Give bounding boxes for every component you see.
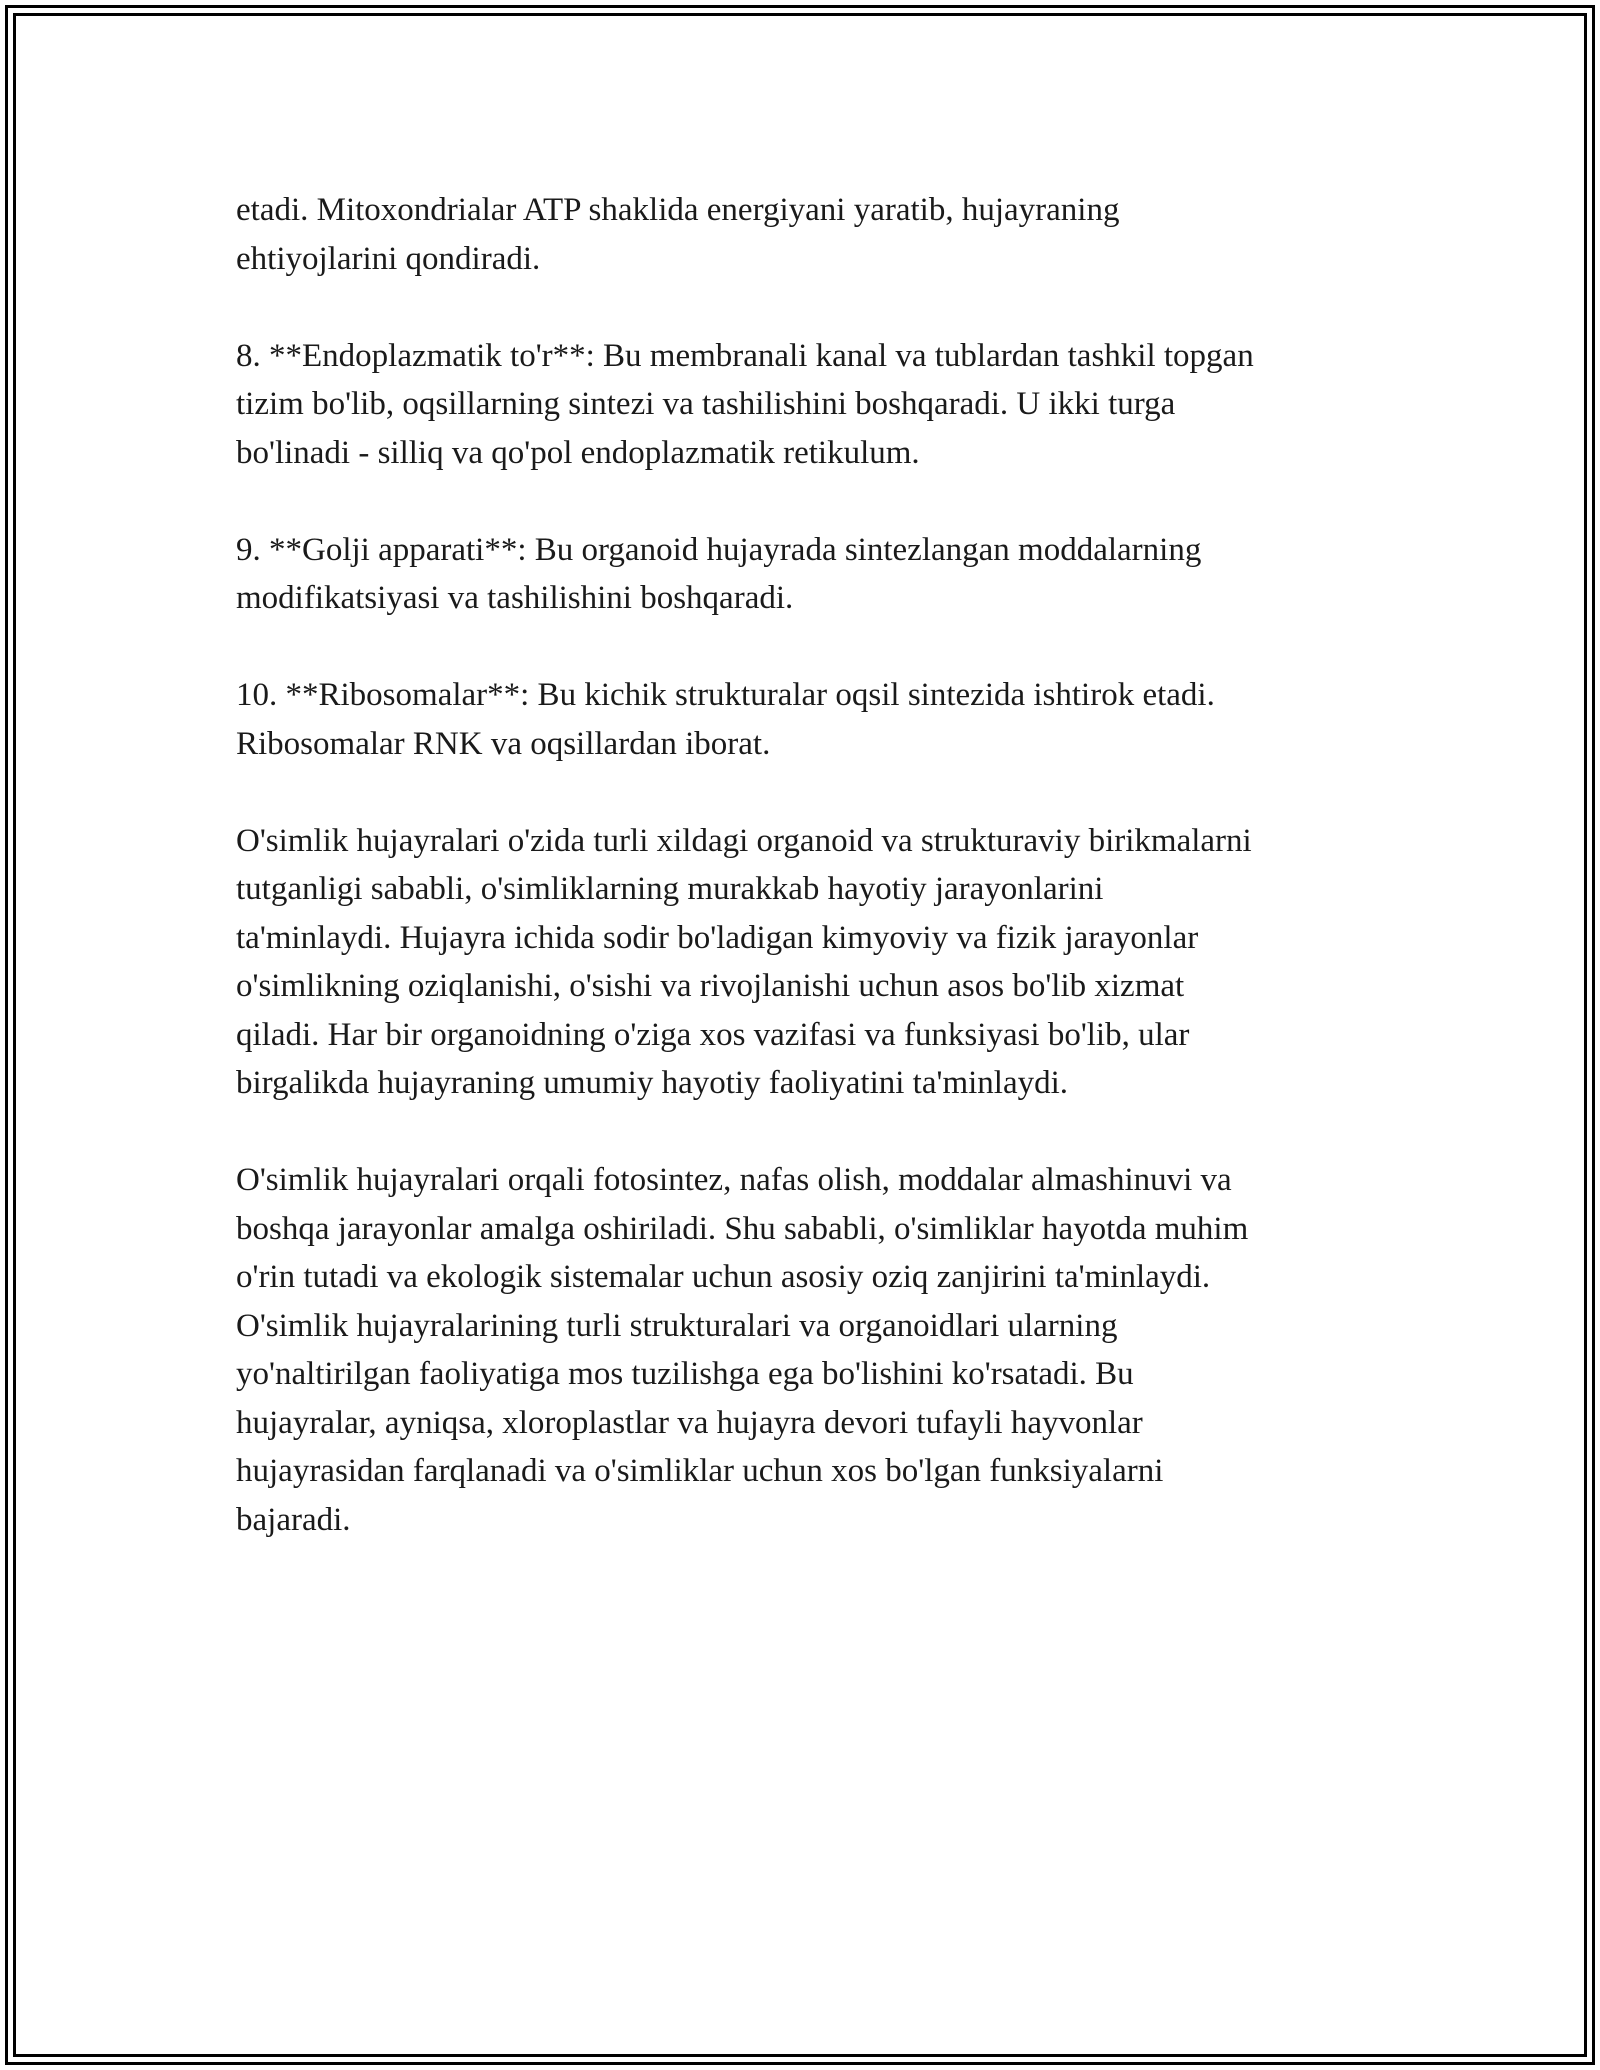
paragraph-plant-cell-functions: O'simlik hujayralari orqali fotosintez, nafas olish, moddalar almashinuvi va boshqa jarayonlar amalga oshiriladi. Shu sababli, o'simliklar hayotda muhim o'rin tutadi va ekologik sistemalar uchun asosiy oziq zanjirini ta'minlaydi. O'simlik hujayralarining turli strukturalari va organoidlari ularning yo'naltirilgan faoliyatiga mos tuzilishga ega bo'lishini ko'rsatadi. Bu hujayralar, ayniqsa, xloroplastlar va hujayra devori tufayli hayvonlar hujayrasidan farqlanadi va o'simliklar uchun xos bo'lgan funksiyalarni bajaradi.	[236, 1162, 1249, 1538]
paragraph-endoplasmic-reticulum: 8. **Endoplazmatik to'r**: Bu membranali kanal va tublardan tashkil topgan tizim bo'lib, oqsillarning sintezi va tashilishini boshqaradi. U ikki turga bo'linadi - silliq va qo'pol endoplazmatik retikulum.	[236, 337, 1254, 471]
paragraph-mitochondria-continuation: etadi. Mitoxondrialar ATP shaklida energiyani yaratib, hujayraning ehtiyojlarini qondiradi.	[236, 192, 1120, 277]
document-body	[236, 186, 1376, 1593]
paragraph-ribosomes: 10. **Ribosomalar**: Bu kichik strukturalar oqsil sintezida ishtirok etadi. Ribosomalar RNK va oqsillardan iborat.	[236, 677, 1215, 762]
paragraph-golgi-apparatus: 9. **Golji apparati**: Bu organoid hujayrada sintezlangan moddalarning modifikatsiyasi va tashilishini boshqaradi.	[236, 531, 1202, 616]
paragraph-plant-cell-summary: O'simlik hujayralari o'zida turli xildagi organoid va strukturaviy birikmalarni tutganligi sababli, o'simliklarning murakkab hayotiy jarayonlarini ta'minlaydi. Hujayra ichida sodir bo'ladigan kimyoviy va fizik jarayonlar o'simlikning oziqlanishi, o'sishi va rivojlanishi uchun asos bo'lib xizmat qiladi. Har bir organoidning o'ziga xos vazifasi va funksiyasi bo'lib, ular birgalikda hujayraning umumiy hayotiy faoliyatini ta'minlaydi.	[236, 822, 1252, 1101]
